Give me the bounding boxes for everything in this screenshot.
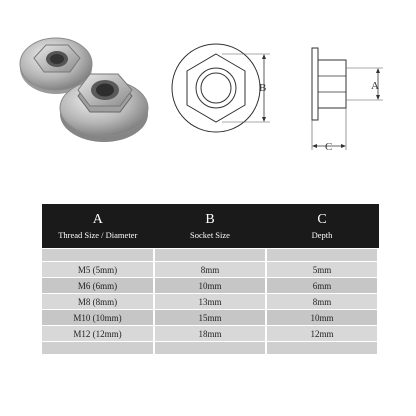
header-socket-size bbox=[154, 204, 266, 249]
table-spacer-row bbox=[42, 249, 378, 262]
cell-thread: M6 (6mm) bbox=[42, 278, 154, 294]
table-row bbox=[42, 262, 378, 278]
cell-socket: 10mm bbox=[154, 278, 266, 294]
cell-depth: 6mm bbox=[266, 278, 378, 294]
table-row bbox=[42, 310, 378, 326]
cell-depth: 12mm bbox=[266, 326, 378, 342]
cell-thread: M12 (12mm) bbox=[42, 326, 154, 342]
header-caption: Depth bbox=[311, 230, 333, 240]
table-row bbox=[42, 278, 378, 294]
cell-socket: 13mm bbox=[154, 294, 266, 310]
cell-depth: 5mm bbox=[266, 262, 378, 278]
bore-inner bbox=[201, 73, 231, 103]
header-thread-size bbox=[42, 204, 154, 249]
flange-nut-photo bbox=[4, 28, 156, 148]
flange-circle bbox=[172, 44, 260, 132]
table-row bbox=[42, 294, 378, 310]
bore-outer bbox=[196, 68, 236, 108]
header-letter: A bbox=[92, 212, 103, 227]
cell-socket: 8mm bbox=[154, 262, 266, 278]
header-letter: B bbox=[205, 212, 215, 227]
top-view-drawing bbox=[160, 26, 280, 146]
dimension-b-label: B bbox=[259, 82, 267, 94]
dimension-a-label: A bbox=[371, 80, 379, 92]
side-view-drawing bbox=[288, 26, 400, 166]
table-row bbox=[42, 326, 378, 342]
header-caption: Socket Size bbox=[190, 230, 230, 240]
cell-socket: 18mm bbox=[154, 326, 266, 342]
spec-table bbox=[42, 204, 379, 354]
header-depth bbox=[266, 204, 378, 249]
table-spacer-row bbox=[42, 342, 378, 355]
cell-depth: 8mm bbox=[266, 294, 378, 310]
dimension-c-label: C bbox=[325, 141, 333, 153]
header-caption: Thread Size / Diameter bbox=[58, 230, 138, 240]
flange-plate bbox=[312, 48, 318, 120]
hex-body bbox=[318, 60, 346, 108]
cell-thread: M5 (5mm) bbox=[42, 262, 154, 278]
header-letter: C bbox=[317, 212, 327, 227]
cell-thread: M10 (10mm) bbox=[42, 310, 154, 326]
table-header-row bbox=[42, 204, 378, 249]
cell-thread: M8 (8mm) bbox=[42, 294, 154, 310]
cell-depth: 10mm bbox=[266, 310, 378, 326]
cell-socket: 15mm bbox=[154, 310, 266, 326]
